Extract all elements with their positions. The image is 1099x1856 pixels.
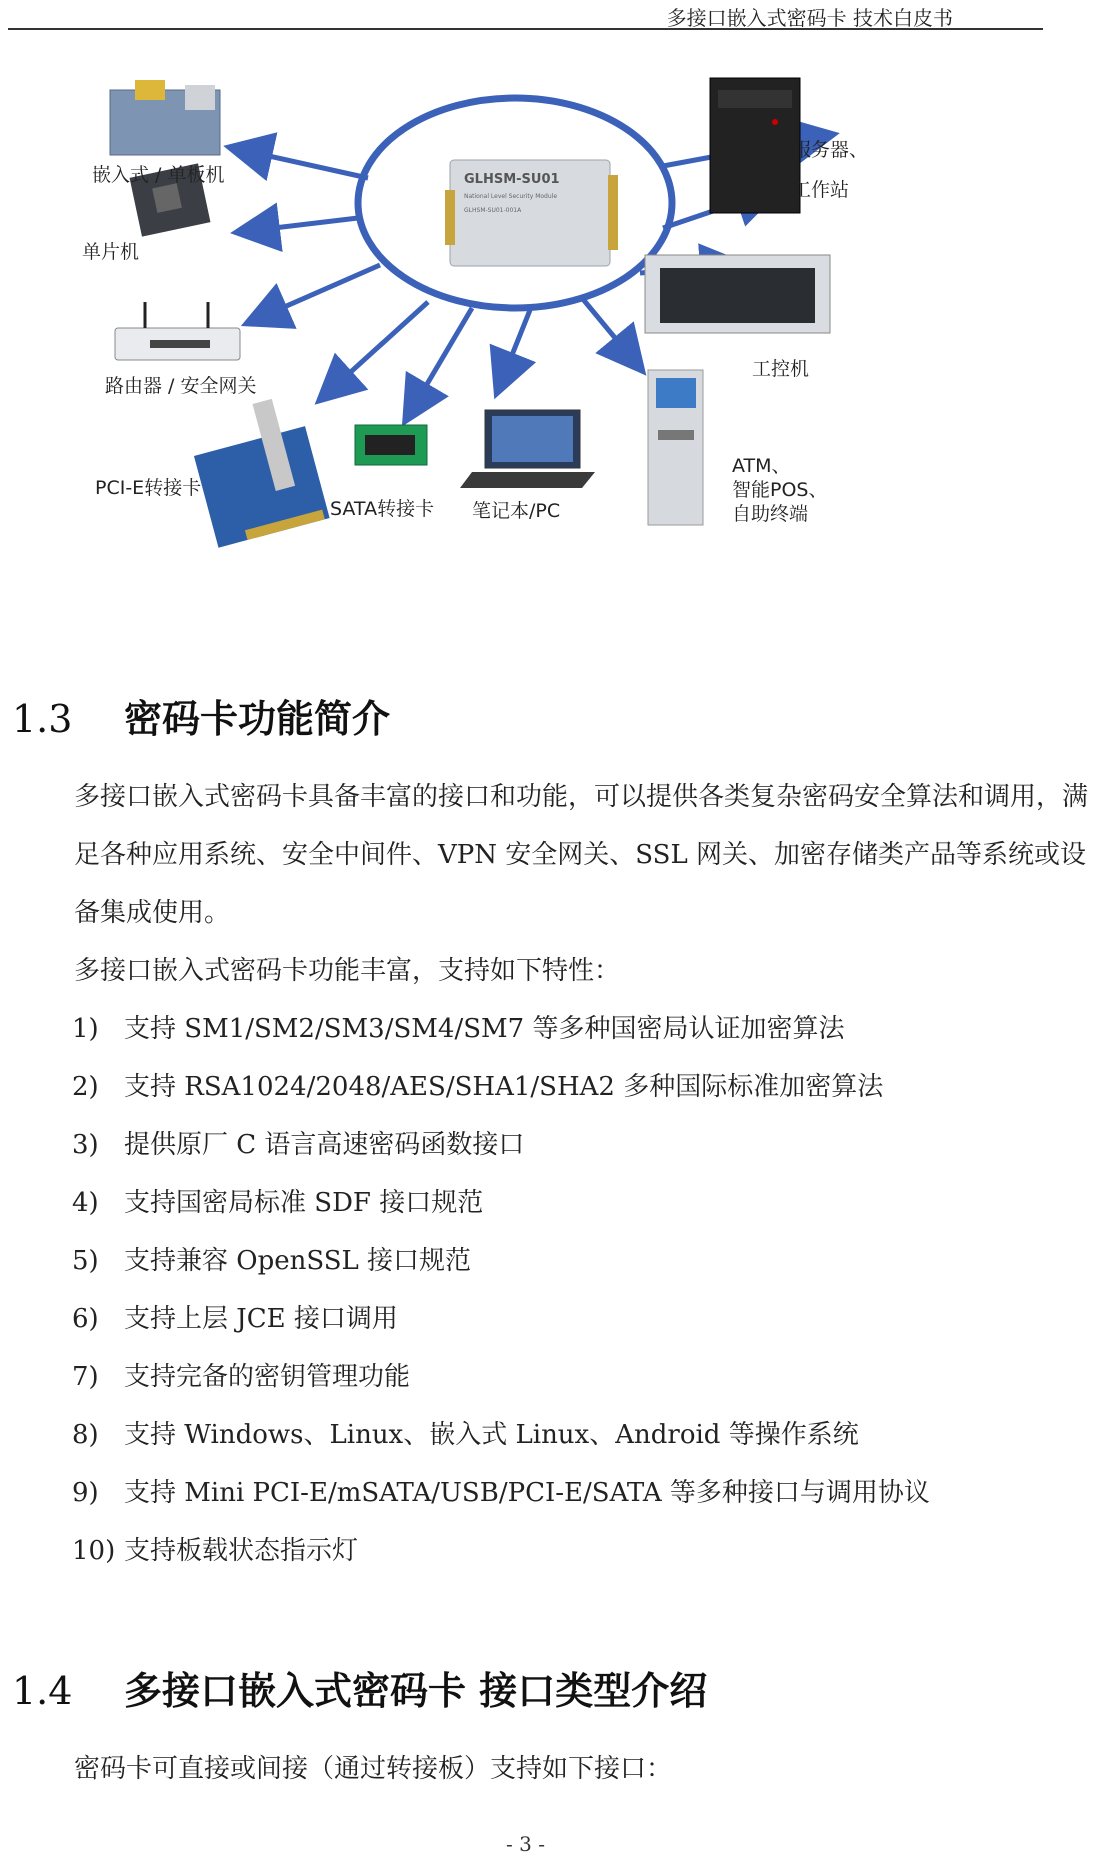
svg-text:GLHSM-SU01: GLHSM-SU01 bbox=[464, 172, 560, 187]
label-server-2: 工作站 bbox=[792, 179, 850, 201]
label-embedded: 嵌入式 / 单板机 bbox=[92, 164, 225, 186]
page-number: - 3 - bbox=[506, 1832, 545, 1856]
section-number: 1.3 bbox=[12, 697, 73, 741]
embedded-board-image bbox=[110, 80, 220, 155]
list-item: 10) 支持板载状态指示灯 bbox=[72, 1536, 359, 1566]
list-item: 4) 支持国密局标准 SDF 接口规范 bbox=[72, 1188, 484, 1218]
label-server-1: 服务器、 bbox=[792, 139, 869, 161]
atm-kiosk-image bbox=[648, 370, 703, 525]
industrial-pc-image bbox=[645, 255, 830, 333]
list-item: 8) 支持 Windows、Linux、嵌入式 Linux、Android 等操作系统 bbox=[72, 1420, 859, 1450]
section-title: 密码卡功能简介 bbox=[124, 697, 391, 741]
page-header bbox=[8, 0, 1043, 30]
label-atm-2: 智能POS、 bbox=[732, 479, 828, 501]
list-item: 7) 支持完备的密钥管理功能 bbox=[72, 1362, 411, 1392]
section-1-4-heading bbox=[12, 1660, 707, 1715]
label-pcie: PCI-E转接卡 bbox=[95, 477, 202, 499]
svg-text:National Level Security Module: National Level Security Module bbox=[464, 193, 558, 200]
features-intro: 多接口嵌入式密码卡功能丰富，支持如下特性： bbox=[74, 956, 621, 986]
list-item: 1) 支持 SM1/SM2/SM3/SM4/SM7 等多种国密局认证加密算法 bbox=[72, 1014, 845, 1044]
list-item: 2) 支持 RSA1024/2048/AES/SHA1/SHA2 多种国际标准加密算法 bbox=[72, 1072, 884, 1102]
section-1-3-paragraph: 多接口嵌入式密码卡具备丰富的接口和功能，可以提供各类复杂密码安全算法和调用，满足各种应用系统、安全中间件、VPN 安全网关、SSL 网关、加密存储类产品等系统或设备集成使用。 bbox=[74, 782, 1089, 928]
label-atm-3: 自助终端 bbox=[732, 503, 809, 525]
features-list bbox=[72, 1000, 930, 1580]
sata-adapter-image bbox=[355, 425, 427, 465]
section-1-4-paragraph: 密码卡可直接或间接（通过转接板）支持如下接口： bbox=[74, 1754, 673, 1784]
list-item: 5) 支持兼容 OpenSSL 接口规范 bbox=[72, 1246, 472, 1276]
laptop-image bbox=[460, 410, 595, 488]
router-image bbox=[115, 302, 240, 360]
section-1-3-heading bbox=[12, 688, 390, 743]
list-item: 6) 支持上层 JCE 接口调用 bbox=[72, 1304, 398, 1334]
label-sata: SATA转接卡 bbox=[330, 498, 435, 520]
section-number: 1.4 bbox=[12, 1669, 73, 1713]
label-ipc: 工控机 bbox=[752, 358, 810, 380]
pcie-adapter-image bbox=[194, 399, 330, 548]
label-mcu: 单片机 bbox=[82, 241, 140, 263]
svg-text:GLHSM-SU01-001A: GLHSM-SU01-001A bbox=[464, 207, 522, 214]
label-router: 路由器 / 安全网关 bbox=[105, 375, 257, 397]
crypto-card-image bbox=[445, 160, 618, 266]
label-laptop: 笔记本/PC bbox=[472, 500, 561, 522]
list-item: 3) 提供原厂 C 语言高速密码函数接口 bbox=[72, 1130, 525, 1160]
connectivity-diagram bbox=[82, 70, 1040, 650]
section-title: 多接口嵌入式密码卡 接口类型介绍 bbox=[124, 1669, 708, 1713]
label-atm-1: ATM、 bbox=[732, 455, 791, 477]
list-item: 9) 支持 Mini PCI-E/mSATA/USB/PCI-E/SATA 等多种接口与调用协议 bbox=[72, 1478, 930, 1508]
server-tower-image bbox=[710, 78, 800, 213]
header-title: 多接口嵌入式密码卡 技术白皮书 bbox=[666, 6, 953, 30]
